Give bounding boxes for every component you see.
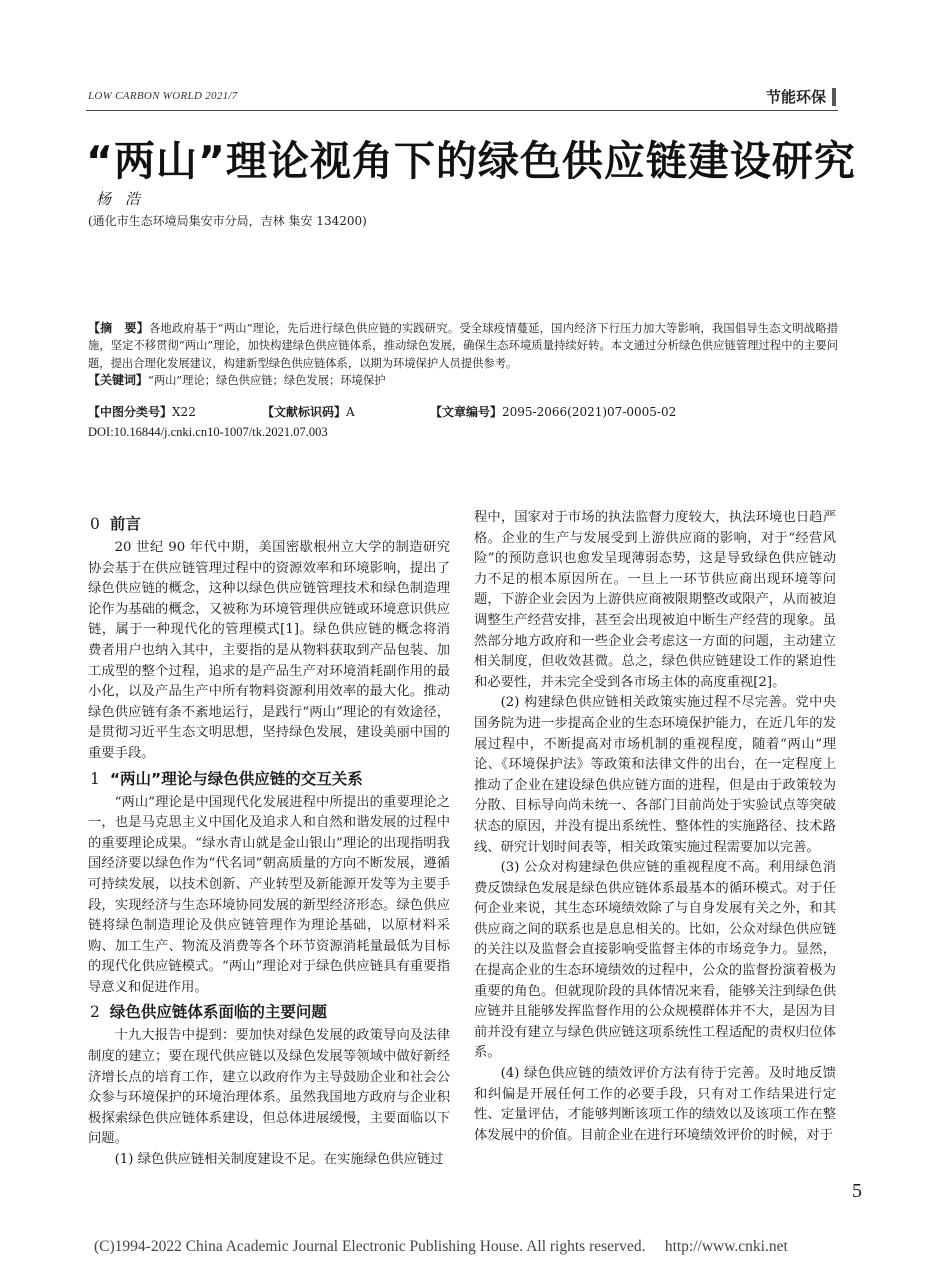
- section-heading-0: 0 前言: [90, 515, 141, 533]
- abstract-block: [88, 320, 838, 390]
- copyright-footer: (C)1994-2022 China Academic Journal Electronic Publishing House. All rights reserved. http://www.cnki.net: [94, 1238, 788, 1255]
- paragraph: (1) 绿色供应链相关制度建设不足。在实施绿色供应链过: [114, 1152, 444, 1168]
- keywords-label: 【关键词】: [88, 373, 149, 388]
- paragraph: 程中，国家对于市场的执法监督力度较大，执法环境也日趋严格。企业的生产与发展受到上游供应商的影响，对于“经营风险”的预防意识也愈发呈现薄弱态势，这是导致绿色供应链动力不足的根本原因所在。一旦上一环节供应商出现环境等问题，下游企业会因为上游供应商被限期整改或限产，从而被迫调整生产经营安排，甚至会出现被迫中断生产经营的现象。虽然部分地方政府和一些企业会考虑这一方面的问题，主动建立相关制度，但收效甚微。总之，绿色供应链建设工作的紧迫性和必要性，并未完全受到各市场主体的高度重视[2]。: [474, 510, 836, 690]
- section-heading-2: 2 绿色供应链体系面临的主要问题: [90, 1003, 327, 1022]
- section-heading-1: 1 “两山”理论与绿色供应链的交互关系: [90, 769, 363, 788]
- doi: DOI:10.16844/j.cnki.cn10-1007/tk.2021.07.003: [88, 425, 328, 439]
- author-affiliation: (通化市生态环境局集安市分局，吉林 集安 134200): [88, 214, 367, 228]
- section-label: 节能环保: [766, 88, 827, 106]
- abstract-label: 【摘 要】: [88, 321, 149, 335]
- left-column: [88, 510, 450, 1171]
- paragraph: “两山”理论是中国现代化发展进程中所提出的重要理论之一，也是马克思主义中国化及追求人和自然和谐发展的过程中的重要理论成果。“绿水青山就是金山银山”理论的出现指明我国经济要以绿色作为“代名词”朝高质量的方向不断发展，遵循可持续发展，以技术创新、产业转型及新能源开发等为主要手段，实现经济与生态环境协同发展的新型经济形态。绿色供应链将绿色制造理论及供应链管理作为理论基础，以原材料采购、加工生产、物流及消费等各个环节资源消耗量最低为目标的现代化供应链模式。“两山”理论对于绿色供应链具有重要指导意义和促进作用。: [88, 794, 450, 995]
- article-number: 【文章编号】2095-2066(2021)07-0005-02: [430, 405, 677, 419]
- keywords-text: “两山”理论；绿色供应链；绿色发展；环境保护: [148, 374, 386, 388]
- right-column: [474, 508, 836, 1146]
- paragraph: 十九大报告中提到：要加快对绿色发展的政策导向及法律制度的建立；要在现代供应链以及绿色发展等领域中做好新经济增长点的培育工作，建立以政府作为主导鼓励企业和社会公众参与环境保护的环境治理体系。虽然我国地方政府与企业积极探索绿色供应链体系建设，但总体进展缓慢，主要面临以下问题。: [88, 1028, 450, 1147]
- paragraph: (3) 公众对构建绿色供应链的重视程度不高。利用绿色消费反馈绿色发展是绿色供应链体系最基本的循环模式。对于任何企业来说，其生态环境绩效除了与自身发展有关之外，和其供应商之间的联系也是息息相关的。比如，公众对绿色供应链的关注以及监督会直接影响受监督主体的市场竞争力。显然，在提高企业的生态环境绩效的过程中，公众的监督扮演着极为重要的角色。但就现阶段的具体情况来看，能够关注到绿色供应链并且能够发挥监督作用的公众规模群体并不大，是因为目前并没有建立与绿色供应链这项系统性工程适配的责权归位体系。: [474, 860, 836, 1061]
- document-code: 【文献标识码】A: [262, 405, 355, 419]
- author-name: 杨浩: [96, 190, 155, 208]
- journal-header: LOW CARBON WORLD 2021/7: [88, 90, 238, 102]
- paragraph: (4) 绿色供应链的绩效评价方法有待于完善。及时地反馈和纠偏是开展任何工作的必要手段，只有对工作结果进行定性、定量评估，才能够判断该项工作的绩效以及该项工作在整体发展中的价值。目前企业在进行环境绩效评价的时候，对于: [474, 1066, 836, 1143]
- abstract-text: 各地政府基于“两山”理论，先后进行绿色供应链的实践研究。受全球疫情蔓延，国内经济下行压力加大等影响，我国倡导生态文明战略措施，坚定不移贯彻“两山”理论，加快构建绿色供应链体系，推动绿色发展，确保生态环境质量持续好转。本文通过分析绿色供应链管理过程中的主要问题，提出合理化发展建议，构建新型绿色供应链体系，以期为环境保护人员提供参考。: [88, 322, 838, 370]
- page-number: 5: [852, 1180, 862, 1202]
- clc-number: 【中图分类号】X22: [88, 405, 196, 419]
- article-title: “两山”理论视角下的绿色供应链建设研究: [86, 137, 856, 185]
- abstract-paragraph: [88, 320, 838, 372]
- header-rule: [86, 110, 838, 111]
- paragraph: (2) 构建绿色供应链相关政策实施过程不尽完善。党中央国务院为进一步提高企业的生态环境保护能力，在近几年的发展过程中，不断提高对市场机制的重视程度，随着“两山”理论、《环境保护法》等政策和法律文件的出台，在一定程度上推动了企业在建设绿色供应链方面的进程，但是由于政策较为分散、目标导向尚未统一、各部门目前尚处于实验试点等突破状态的原因，并没有提出系统性、整体性的实施路径、技术路线、研究计划时间表等，相关政策实施过程需要加以完善。: [474, 695, 836, 855]
- section-marker-bar: [832, 88, 836, 106]
- keywords-line: [88, 372, 838, 389]
- paragraph: 20 世纪 90 年代中期，美国密歇根州立大学的制造研究协会基于在供应链管理过程中的资源效率和环境影响，提出了绿色供应链的概念，这种以绿色供应链管理技术和绿色制造理论作为基础的概念，又被称为环境管理供应链或环境意识供应链，属于一种现代化的管理模式[1]。绿色供应链的概念将消费者用户也纳入其中，主要指的是从物料获取到产品包装、加工成型的整个过程，追求的是产品生产对环境消耗副作用的最小化，以及产品生产中所有物料资源利用效率的最大化。推动绿色供应链有条不紊地运行，是践行“两山”理论的有效途径，是贯彻习近平生态文明思想，坚持绿色发展，建设美丽中国的重要手段。: [88, 540, 450, 761]
